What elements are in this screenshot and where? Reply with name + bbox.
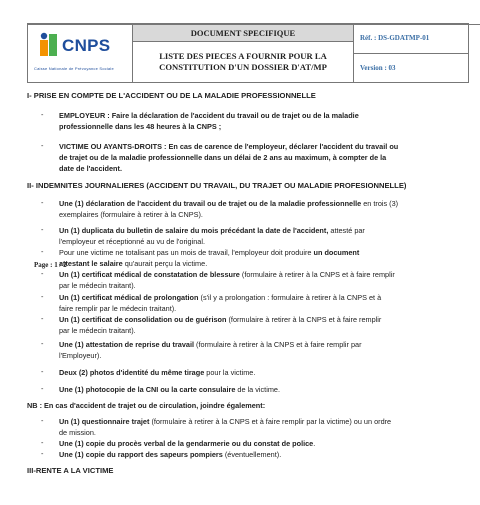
list-item: Une (1) déclaration de l'accident du travail ou de trajet ou de la maladie professionnelle en trois (3) exemplaires (formulaire à retirer à la CNPS). — [59, 199, 399, 219]
bullet-dash: - — [41, 367, 44, 376]
doc-page-number: Page : 1 / 2 — [28, 24, 480, 505]
list-item: Une (1) copie du rapport des sapeurs pompiers (éventuellement). — [59, 450, 282, 459]
bullet-dash: - — [41, 141, 44, 150]
doc-reference: Réf. : DS-GDATMP-01 — [360, 34, 430, 43]
doc-title-line2: CONSTITUTION D'UN DOSSIER D'AT/MP — [159, 62, 327, 72]
list-item: Un (1) duplicata du bulletin de salaire du mois précédant la date de l'accident, attesté par l'employeur et réceptionné au vu de l'original. — [59, 226, 365, 246]
list-item: Un (1) certificat de consolidation ou de guérison (formulaire à retirer à la CNPS et à faire remplir par le médecin traitant). — [59, 315, 382, 335]
list-item: Un (1) questionnaire trajet (formulaire à retirer à la CNPS et à faire remplir par la victime) ou un ordre de mission. — [59, 417, 392, 437]
section-heading-2: II- INDEMNITES JOURNALIERES (ACCIDENT DU TRAVAIL, DU TRAJET OU MALADIE PROFESIONNELLE) — [27, 181, 407, 190]
bullet-dash: - — [41, 292, 44, 301]
bullet-dash: - — [41, 110, 44, 119]
doc-type: DOCUMENT SPECIFIQUE — [133, 24, 353, 42]
bullet-dash: - — [41, 198, 44, 207]
bullet-dash: - — [41, 225, 44, 234]
bullet-dash: - — [41, 339, 44, 348]
bullet-dash: - — [41, 247, 44, 256]
list-item: Un (1) certificat médical de prolongation (s'il y a prolongation : formulaire à retirer à la CNPS et à faire remplir par le médecin traitant). — [59, 293, 382, 313]
list-item: Pour une victime ne totalisant pas un mois de travail, l'employeur doit produire un document attestant le salaire qu'aurait perçu la victime. — [59, 248, 360, 268]
list-item: Une (1) photocopie de la CNI ou la carte consulaire de la victime. — [59, 385, 280, 394]
bullet-dash: - — [41, 384, 44, 393]
bullet-dash: - — [41, 416, 44, 425]
list-item: VICTIME OU AYANTS-DROITS : En cas de carence de l'employeur, déclarer l'accident du travail ou de trajet ou de la maladie professionnelle dans un délai de 2 ans au maximum, à compter de la date de l'accident. — [59, 142, 399, 173]
bullet-dash: - — [41, 269, 44, 278]
logo-subtitle: Caisse Nationale de Prévoyance Sociale — [34, 66, 114, 71]
list-item: Deux (2) photos d'identité du même tirage pour la victime. — [59, 368, 256, 377]
doc-title-line1: LISTE DES PIECES A FOURNIR POUR LA — [159, 51, 327, 61]
doc-version: Version : 03 — [354, 53, 468, 83]
bullet-dash: - — [41, 449, 44, 458]
section-heading-1: I- PRISE EN COMPTE DE L'ACCIDENT OU DE LA MALADIE PROFESSIONNELLE — [27, 91, 316, 100]
bullet-dash: - — [41, 438, 44, 447]
section-heading-3: III-RENTE A LA VICTIME — [27, 466, 114, 475]
list-item: Une (1) copie du procès verbal de la gendarmerie ou du constat de police. — [59, 439, 316, 448]
nb-heading: NB : En cas d'accident de trajet ou de circulation, joindre également: — [27, 401, 266, 410]
list-item: Une (1) attestation de reprise du travail (formulaire à retirer à la CNPS et à faire remplir par l'Employeur). — [59, 340, 362, 360]
logo-wordmark: CNPS — [62, 36, 111, 55]
list-item: Un (1) certificat médical de constatation de blessure (formulaire à retirer à la CNPS et à faire remplir par le médecin traitant). — [59, 270, 395, 290]
bullet-dash: - — [41, 314, 44, 323]
list-item: EMPLOYEUR : Faire la déclaration de l'accident du travail ou de trajet ou de la maladie professionnelle dans les 48 heures à la CNPS ; — [59, 111, 359, 131]
